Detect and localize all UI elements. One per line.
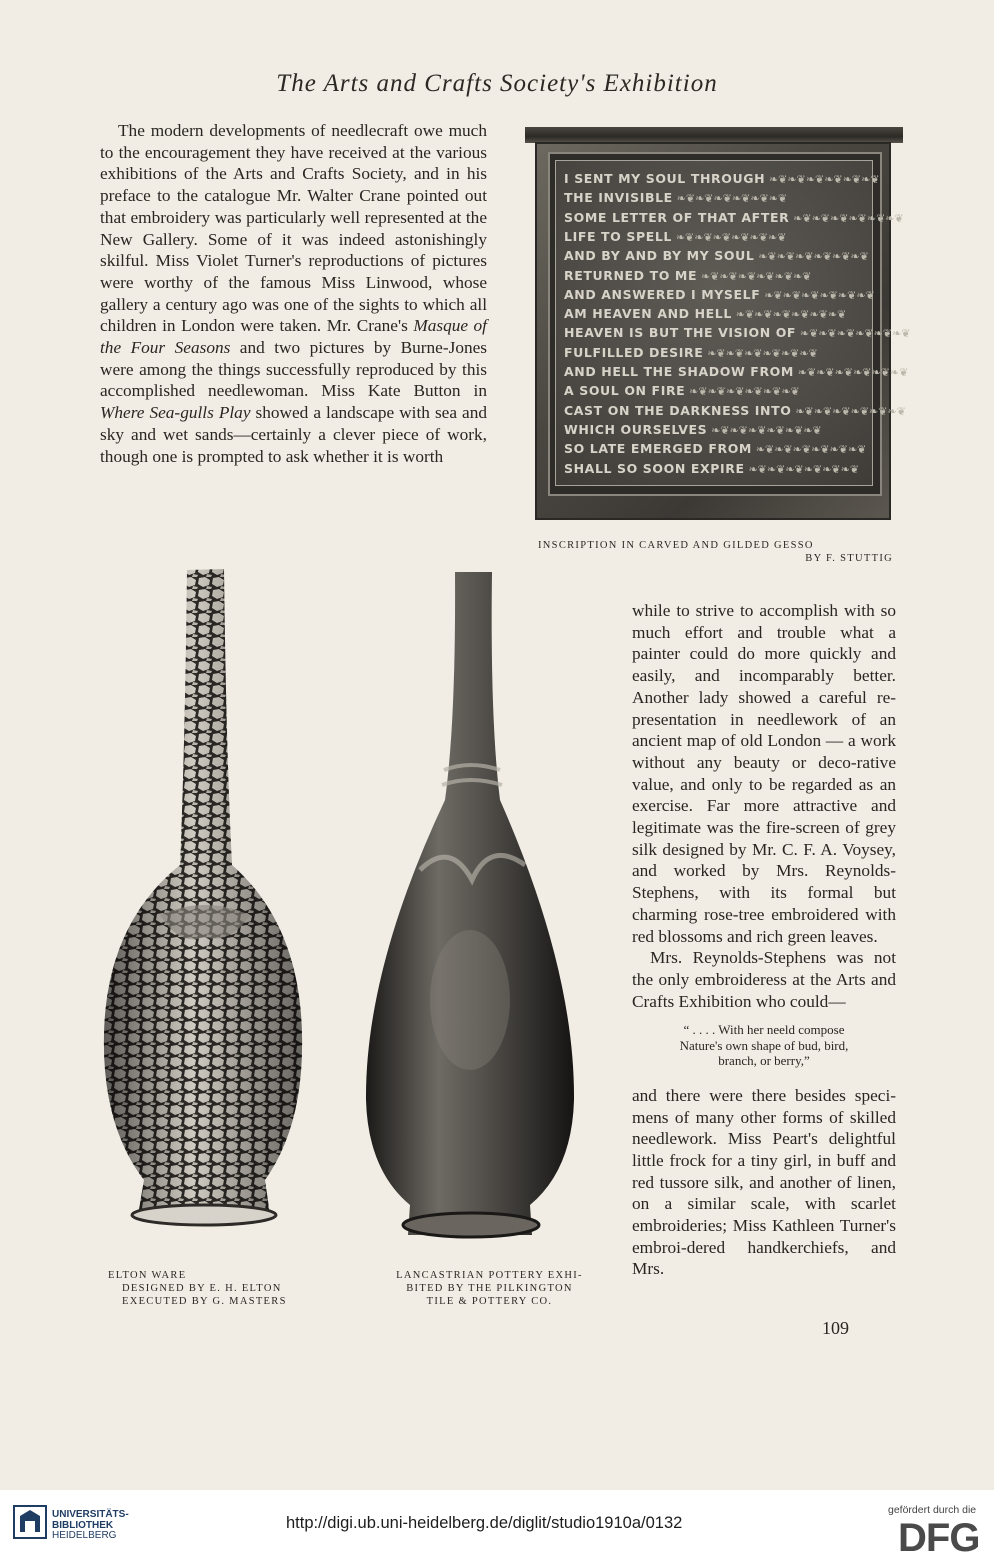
inscription-line — [564, 305, 864, 323]
dfg-logo: DFG — [898, 1516, 980, 1560]
inscription-ornament-icon: ❧❦❧❦❧❦❧❦❧❦❧❦ — [789, 211, 904, 225]
inscription-text: LIFE TO SPELL — [564, 228, 672, 244]
inscription-text: FULFILLED DESIRE — [564, 344, 704, 360]
verse-line-3: branch, or berry,” — [718, 1053, 810, 1069]
inscription-text: AND HELL THE SHADOW FROM — [564, 364, 794, 379]
inscription-text: THE INVISIBLE — [564, 190, 673, 206]
inscription-text: SOME LETTER OF THAT AFTER — [564, 209, 790, 225]
text-run: and two pictures by Burne-Jones were among the things successfully reproduced by this accomplished needlewoman. Miss Kate Button in — [100, 338, 487, 401]
digitization-footer — [0, 1490, 994, 1568]
inscription-line — [564, 267, 864, 285]
caption-lancastrian-line2: BITED BY THE PILKINGTON — [406, 1283, 573, 1294]
inscription-text: CAST ON THE DARKNESS INTO — [564, 402, 792, 418]
library-name-line3: HEIDELBERG — [52, 1530, 117, 1541]
inscription-line — [564, 344, 864, 362]
inscription-ornament-icon: ❧❦❧❦❧❦❧❦❧❦❧❦ — [731, 308, 847, 322]
inscription-line — [564, 382, 864, 400]
inscription-text: SHALL SO SOON EXPIRE — [564, 460, 745, 476]
inscription-line — [564, 421, 864, 439]
running-head: The Arts and Crafts Society's Exhibition — [276, 70, 718, 97]
elton-ware-vase-image — [100, 565, 340, 1265]
library-name-line1: UNIVERSITÄTS- — [52, 1509, 129, 1520]
body-paragraph-left — [100, 120, 487, 467]
library-name-line2: BIBLIOTHEK — [52, 1519, 114, 1531]
inscription-panel — [555, 160, 911, 486]
inscription-ornament-icon: ❧❦❧❦❧❦❧❦❧❦❧❦ — [672, 192, 788, 206]
text-run: showed a landscape with sea and sky and wet sands—certainly a clever piece of work, though one is prompted to ask whether it is worth — [100, 403, 487, 466]
lancastrian-vase-image — [360, 570, 590, 1260]
inscription-line — [564, 363, 909, 381]
inscription-text: I SENT MY SOUL THROUGH — [564, 171, 766, 186]
inscription-line — [564, 170, 880, 188]
inscription-ornament-icon: ❧❦❧❦❧❦❧❦❧❦❧❦ — [791, 404, 906, 418]
inscription-text: A SOUL ON FIRE — [564, 383, 686, 399]
inscription-text: AM HEAVEN AND HELL — [564, 306, 732, 322]
inscription-frame-image — [525, 127, 911, 520]
verse-line-1: “ . . . . With her neeld compose — [683, 1022, 845, 1038]
caption-elton-executor: EXECUTED BY G. MASTERS — [122, 1296, 287, 1307]
university-library-logo-icon — [12, 1504, 48, 1540]
inscription-text: SO LATE EMERGED FROM — [564, 441, 752, 457]
page-number: 109 — [822, 1318, 849, 1338]
caption-inscription-title: INSCRIPTION IN CARVED AND GILDED GESSO — [538, 540, 814, 551]
inscription-ornament-icon: ❧❦❧❦❧❦❧❦❧❦❧❦ — [685, 385, 800, 399]
caption-lancastrian-line3: TILE & POTTERY CO. — [426, 1296, 553, 1307]
caption-inscription — [538, 539, 893, 565]
inscription-ornament-icon: ❧❦❧❦❧❦❧❦❧❦❧❦ — [671, 230, 787, 244]
body-paragraph-right-3: and there were there besides speci-mens of many other forms of skilled needlework. Miss Peart's delightful little frock for a tiny girl, in buff and red tussore silk, and another of linen, on a similar scale, with scarlet embroideries; Miss Kathleen Turner's embroi-dered handkerchiefs, and Mrs. — [632, 1085, 896, 1279]
caption-inscription-credit: BY F. STUTTIG — [805, 553, 893, 564]
inscription-line — [564, 460, 864, 478]
caption-lancastrian — [382, 1269, 597, 1308]
inscription-ornament-icon: ❧❦❧❦❧❦❧❦❧❦❧❦ — [751, 443, 867, 457]
caption-elton-title: ELTON WARE — [108, 1270, 187, 1281]
inscription-text: HEAVEN IS BUT THE VISION OF — [564, 325, 797, 341]
inscription-ornament-icon: ❧❦❧❦❧❦❧❦❧❦❧❦ — [793, 366, 909, 379]
inscription-line — [564, 402, 906, 420]
left-column-text — [100, 120, 487, 467]
permalink-url[interactable]: http://digi.ub.uni-heidelberg.de/diglit/studio1910a/0132 — [286, 1514, 683, 1532]
inscription-line — [564, 228, 864, 246]
inscription-ornament-icon: ❧❦❧❦❧❦❧❦❧❦❧❦ — [744, 462, 860, 476]
inscription-ornament-icon: ❧❦❧❦❧❦❧❦❧❦❧❦ — [796, 327, 911, 341]
text-run: The modern developments of needlecraft owe much to the encouragement they have received at the various exhibitions of the Arts and Crafts Society, and in his preface to the catalogue Mr. Walter Crane pointed out that embroidery was particularly well represented at the New Gallery. Some of it was indeed astonishingly skilful. Miss Violet Turner's reproductions of pictures were worthy of the famous Miss Linwood, whose gallery a century ago was one of the sights to which all children in London were taken. Mr. Crane's — [100, 121, 487, 336]
inscription-ornament-icon: ❧❦❧❦❧❦❧❦❧❦❧❦ — [754, 250, 869, 264]
body-paragraph-right-1: while to strive to accomplish with so much effort and trouble what a painter could do more quickly and easily, and incomparably better. Another lady showed a careful re-presentation in needlework of an ancient map of old London — a work without any beauty or deco-rative value, and only to be regarded as an exercise. Far more attractive and legitimate was the fire-screen of grey silk designed by Mr. C. F. A. Voysey, and worked by Mrs. Reynolds-Stephens, with its formal but charming rose-tree embroidered with red blossoms and rich green leaves. — [632, 601, 896, 946]
inscription-ornament-icon: ❧❦❧❦❧❦❧❦❧❦❧❦ — [765, 173, 880, 186]
university-library-name — [52, 1510, 129, 1542]
inscription-ornament-icon: ❧❦❧❦❧❦❧❦❧❦❧❦ — [697, 269, 812, 283]
inscription-ornament-icon: ❧❦❧❦❧❦❧❦❧❦❧❦ — [703, 346, 818, 360]
inscription-line — [564, 189, 864, 207]
inscription-text: RETURNED TO ME — [564, 267, 698, 283]
funding-label: gefördert durch die — [888, 1504, 977, 1516]
inscription-ornament-icon: ❧❦❧❦❧❦❧❦❧❦❧❦ — [760, 288, 875, 302]
inscription-line — [564, 324, 911, 342]
caption-elton-designer: DESIGNED BY E. H. ELTON — [122, 1283, 282, 1294]
body-paragraph-right-2: Mrs. Reynolds-Stephens was not the only embroideress at the Arts and Crafts Exhibition who could— — [632, 948, 896, 1011]
italic-title: Masque of the Four Seasons — [100, 316, 487, 358]
inscription-text: AND ANSWERED I MYSELF — [564, 286, 761, 302]
caption-lancastrian-line1: LANCASTRIAN POTTERY EXHI- — [396, 1270, 583, 1281]
inscription-line — [564, 440, 867, 458]
inscription-ornament-icon: ❧❦❧❦❧❦❧❦❧❦❧❦ — [707, 423, 822, 437]
frame-cornice — [525, 127, 903, 143]
verse-quote — [632, 1022, 896, 1069]
italic-title: Where Sea-gulls Play — [100, 403, 251, 423]
inscription-line — [564, 209, 904, 227]
inscription-line — [564, 247, 869, 265]
right-column-text — [632, 600, 896, 1280]
inscription-line — [564, 286, 875, 304]
caption-elton-ware — [108, 1269, 348, 1308]
inscription-text: WHICH OURSELVES — [564, 421, 708, 437]
inscription-text: AND BY AND BY MY SOUL — [564, 248, 755, 264]
verse-line-2: Nature's own shape of bud, bird, — [679, 1037, 849, 1053]
